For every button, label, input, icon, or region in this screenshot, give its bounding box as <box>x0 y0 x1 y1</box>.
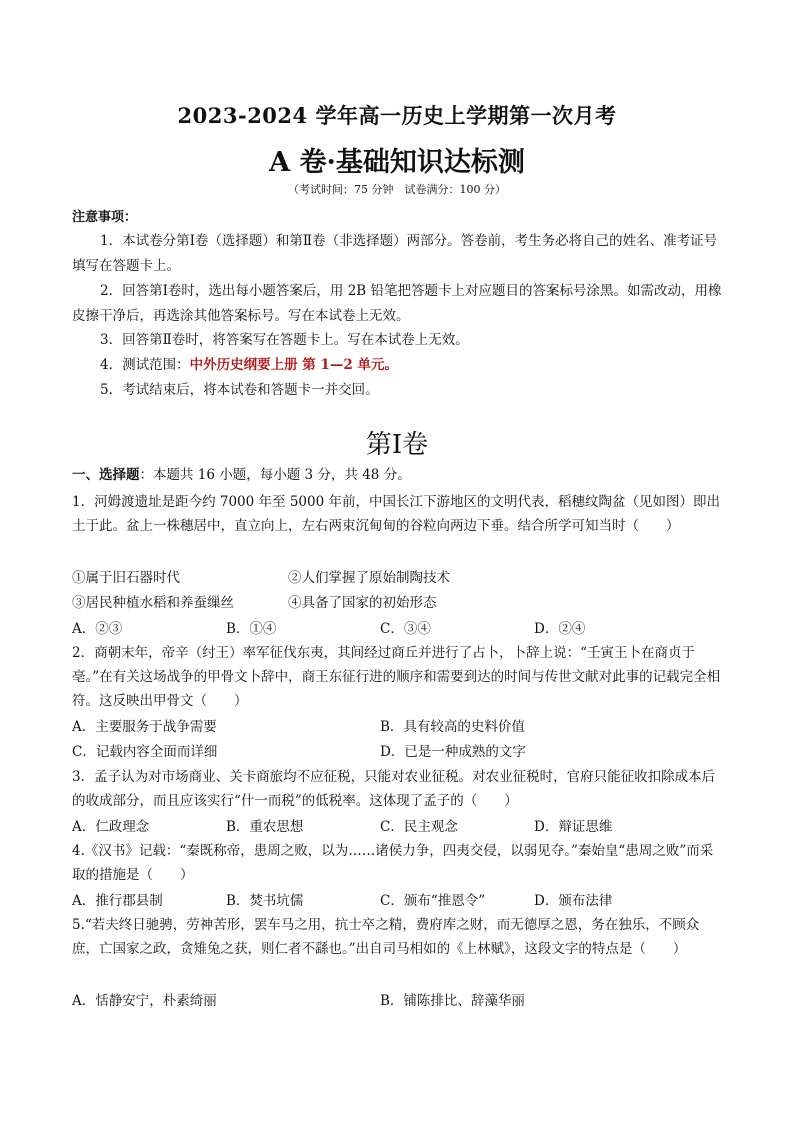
q3-option-c[interactable]: C．民主观念 <box>380 819 458 835</box>
note-item-2: 2．回答第Ⅰ卷时，选出每小题答案后，用 2B 铅笔把答题卡上对应题目的答案标号涂黑。如需改动，用橡皮擦干净后，再选涂其他答案标号。写在本试卷上无效。 <box>72 283 722 324</box>
q2-option-c[interactable]: C．记载内容全面而详细 <box>72 744 218 760</box>
question-2-stem: 2．商朝末年，帝辛（纣王）率军征伐东夷，其间经过商丘并进行了占卜，卜辞上说：“壬寅王卜在商贞于亳。”在有关这场战争的甲骨文卜辞中，商王东征行进的顺序和需要到达的时间与传世文献对此事的记载完全相符。这反映出甲骨文（ ） <box>72 645 721 709</box>
note-item-5: 5．考试结束后，将本试卷和答题卡一并交回。 <box>100 382 379 398</box>
q4-option-b[interactable]: B．焚书坑儒 <box>226 893 304 909</box>
exam-subtitle: A 卷·基础知识达标测 <box>269 147 525 178</box>
statement-4: ④具备了国家的初始形态 <box>288 595 437 611</box>
section-title-bold: 一、选择题 <box>72 467 140 483</box>
q3-option-d[interactable]: D．辩证思维 <box>534 819 613 835</box>
note-item-3: 3．回答第Ⅱ卷时，将答案写在答题卡上。写在本试卷上无效。 <box>100 332 469 348</box>
question-5-stem: 5.“若夫终日驰骋，劳神苦形，罢车马之用，抗士卒之精，费府库之财，而无德厚之恩，务在独乐，不顾众庶，亡国家之政，贪雉兔之获，则仁者不繇也。”出自司马相如的《上林赋》，这段文字的特点是（ ） <box>72 917 700 957</box>
q2-option-b[interactable]: B．具有较高的史料价值 <box>380 719 525 735</box>
q3-option-b[interactable]: B．重农思想 <box>226 819 304 835</box>
notes-heading: 注意事项： <box>72 210 138 225</box>
statement-2: ②人们掌握了原始制陶技术 <box>288 570 450 586</box>
q5-option-b[interactable]: B．铺陈排比、辞藻华丽 <box>380 993 525 1009</box>
q1-option-a[interactable]: A．②③ <box>72 621 123 637</box>
note-item-4 <box>72 353 722 378</box>
q1-option-d[interactable]: D．②④ <box>534 621 586 637</box>
question-3-stem: 3．孟子认为对市场商业、关卡商旅均不应征税，只能对农业征税。对农业征税时，官府只能征收扣除成本后的收成部分，而且应该实行“什一而税”的低税率。这体现了孟子的（ ） <box>72 769 716 809</box>
question-4-stem: 4.《汉书》记载：“秦既称帝，患周之败，以为……诸侯力争，四夷交侵，以弱见夺。”秦始皇“患周之败”而采取的措施是（ ） <box>72 843 714 883</box>
q4-option-a[interactable]: A．推行郡县制 <box>72 893 163 909</box>
q1-option-c[interactable]: C．③④ <box>380 621 431 637</box>
statement-1: ①属于旧石器时代 <box>72 570 180 586</box>
q1-option-b[interactable]: B．①④ <box>226 621 277 637</box>
exam-title: 2023-2024 学年高一历史上学期第一次月考 <box>177 103 617 128</box>
note-item-4-prefix: 4．测试范围： <box>100 357 190 373</box>
exam-info: （考试时间：75 分钟 试卷满分：100 分） <box>288 183 506 196</box>
q3-option-a[interactable]: A．仁政理念 <box>72 819 150 835</box>
note-item-1: 1．本试卷分第Ⅰ卷（选择题）和第Ⅱ卷（非选择题）两部分。答卷前，考生务必将自己的姓名、准考证号填写在答题卡上。 <box>72 233 718 274</box>
section-title <box>72 463 411 483</box>
q2-option-d[interactable]: D．已是一种成熟的文字 <box>380 744 526 760</box>
q4-option-d[interactable]: D．颁布法律 <box>534 893 613 909</box>
test-range: 中外历史纲要上册 第 1—2 单元。 <box>189 357 398 373</box>
q2-option-a[interactable]: A．主要服务于战争需要 <box>72 719 217 735</box>
statement-3: ③居民种植水稻和养蚕缫丝 <box>72 595 234 611</box>
section-title-rest: ：本题共 16 小题，每小题 3 分，共 48 分。 <box>139 467 411 483</box>
volume-title: 第Ⅰ卷 <box>365 430 429 460</box>
question-1-stem: 1．河姆渡遗址是距今约 7000 年至 5000 年前，中国长江下游地区的文明代表，稻穗纹陶盆（见如图）即出土于此。盆上一株穗居中，直立向上，左右两束沉甸甸的谷粒向两边下垂。结合所学可知当时（ ） <box>72 494 720 534</box>
q4-option-c[interactable]: C．颁布“推恩令” <box>380 893 486 909</box>
q5-option-a[interactable]: A．恬静安宁，朴素绮丽 <box>72 993 217 1009</box>
